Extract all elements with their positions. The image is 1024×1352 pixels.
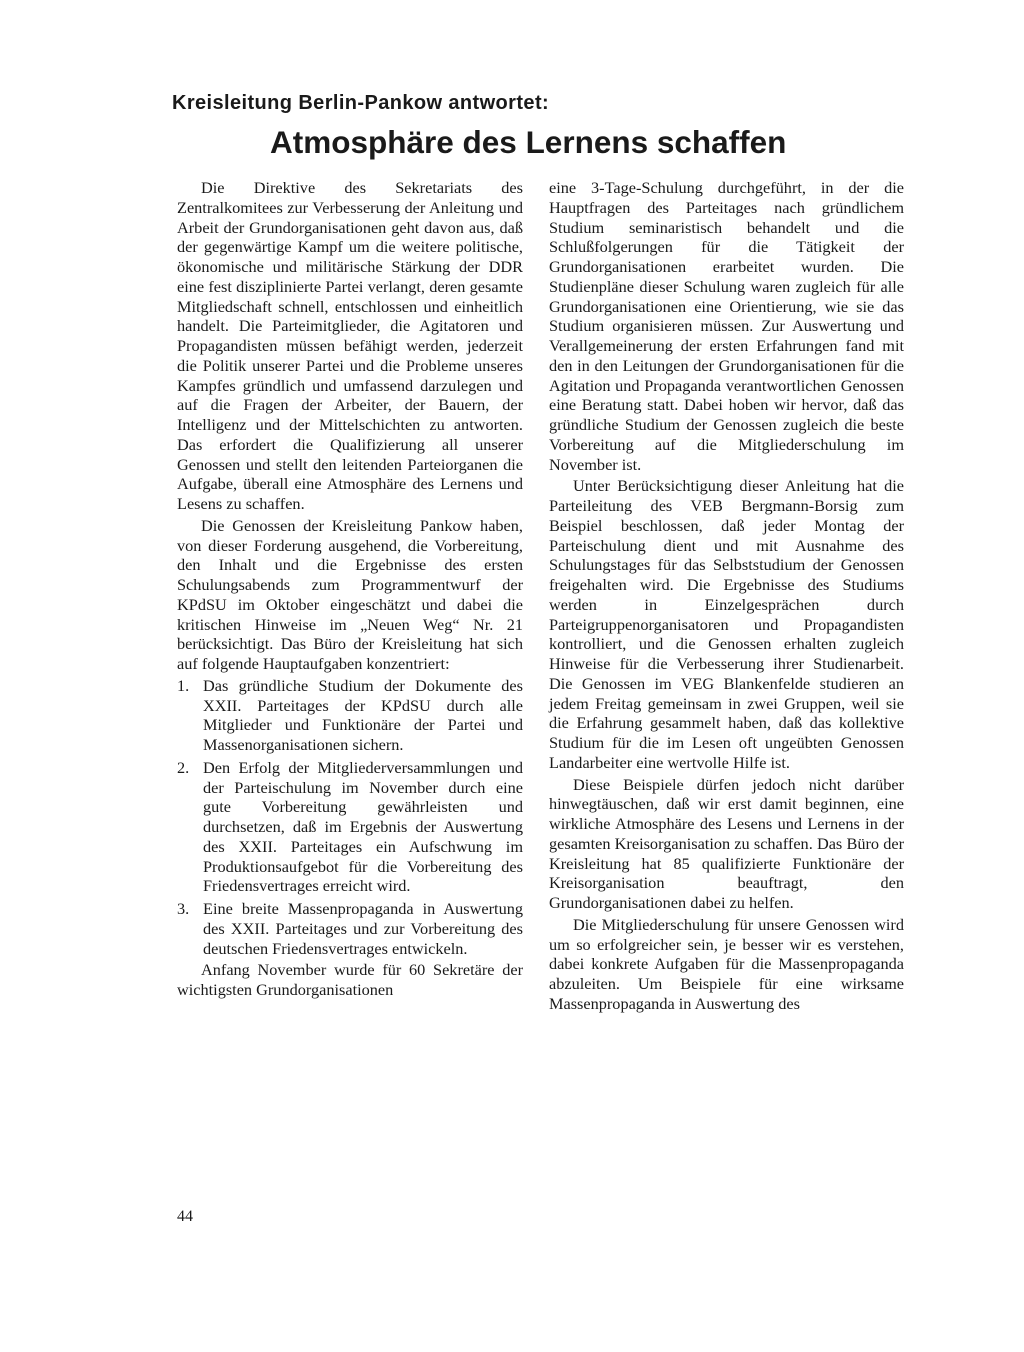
- paragraph: Die Mitgliederschulung für unsere Genossen wird um so erfolgreicher sein, je besser wir es verstehen, dabei konkrete Aufgaben für die Massenpropaganda abzuleiten. Um Beispiele für eine wirksame Massenpropaganda in Auswertung des: [549, 914, 904, 1013]
- list-item: [177, 676, 523, 755]
- paragraph: Unter Berücksichtigung dieser Anleitung hat die Parteileitung des VEB Bergmann-Borsig zum Beispiel beschlossen, daß jeder Montag der Parteischulung dient und mit Ausnahme des Schulungstages für das Selbststudium der Genossen freigehalten wird. Die Ergebnisse des Studiums werden in Einzelgesprächen durch Parteigruppenorganisatoren und Propagandisten kontrolliert, und die Genossen erhalten zugleich Hinweise für die Verbesserung ihrer Studienarbeit. Die Genossen im VEG Blankenfelde studieren an jedem Freitag gemeinsam in zwei Gruppen, weil sie die Erfahrung gesammelt haben, daß das kollektive Studium für die im Lesen oft ungeübten Genossen Landarbeiter eine wertvolle Hilfe ist.: [549, 476, 904, 772]
- page-number: 44: [177, 1208, 193, 1225]
- left-column: [177, 178, 523, 1000]
- paragraph: Anfang November wurde für 60 Sekretäre der wichtigsten Grundorganisationen: [177, 960, 523, 999]
- task-list: [177, 676, 523, 959]
- list-item-text: Den Erfolg der Mitgliederversammlungen und der Parteischulung im November durch eine gute Vorbereitung gewährleisten und durchsetzen, daß im Ergebnis der Auswertung des XXII. Parteitages ein Aufschwung im Produktionsaufgebot für die Vorbereitung des Friedensvertrages erreicht wird.: [203, 757, 523, 896]
- paragraph: eine 3-Tage-Schulung durchgeführt, in der die Hauptfragen des Parteitages nach gründlichem Studium seminaristisch behandelt und die Schlußfolgerungen für die Tätigkeit der Grundorganisationen erarbeitet wurden. Die Studienpläne dieser Schulung waren zugleich für alle Grundorganisationen eine Orientierung, wie sie das Studium organisieren müssen. Zur Auswertung und Verallgemeinerung der ersten Erfahrungen fand mit den in den Leitungen der Grundorganisationen für die Agitation und Propaganda verantwortlichen Genossen eine Beratung statt. Dabei hoben wir hervor, daß das gründliche Studium der Genossen zugleich die beste Vorbereitung auf die Mitgliederschulung im November ist.: [549, 178, 904, 474]
- list-item-number: 2.: [177, 757, 190, 777]
- right-column: [549, 178, 904, 1014]
- list-item-number: 3.: [177, 899, 190, 918]
- list-item-text: Eine breite Massenpropaganda in Auswertung des XXII. Parteitages und zur Vorbereitung des deutschen Friedensvertrages entwickeln.: [203, 899, 523, 958]
- paragraph: Diese Beispiele dürfen jedoch nicht darüber hinwegtäuschen, daß wir erst damit beginnen, eine wirkliche Atmosphäre des Lesens und Lernens in der gesamten Kreisorganisation zu schaffen. Das Büro der Kreisleitung hat 85 qualifizierte Funktionäre der Kreisorganisation beauftragt, den Grundorganisationen dabei zu helfen.: [549, 774, 904, 912]
- paragraph: Die Direktive des Sekretariats des Zentralkomitees zur Verbesserung der Anleitung und Arbeit der Grundorganisationen geht davon aus, daß der gegenwärtige Kampf um die weitere politische, ökonomische und militärische Stärkung der DDR eine fest disziplinierte Partei verlangt, deren gesamte Mitgliedschaft schnell, entschlossen und einheitlich handelt. Die Parteimitglieder, die Agitatoren und Propagandisten müssen befähigt werden, jederzeit die Politik unserer Partei und die Probleme unseres Kampfes gründlich und umfassend darzulegen und auf die Fragen der Arbeiter, der Bauern, der Intelligenz und der Mittelschichten zu antworten. Das erfordert die Qualifizierung all unserer Genossen und stellt den leitenden Parteiorganen die Aufgabe, überall eine Atmosphäre des Lernens und Lesens zu schaffen.: [177, 178, 523, 513]
- list-item: [177, 758, 523, 896]
- list-item: [177, 899, 523, 958]
- list-item-number: 1.: [177, 675, 190, 695]
- list-item-text: Das gründliche Studium der Dokumente des XXII. Parteitages der KPdSU durch alle Mitglieder und Funktionäre der Partei und Massenorganisationen sichern.: [203, 675, 523, 754]
- article-headline: Atmosphäre des Lernens schaffen: [270, 124, 787, 160]
- paragraph: Die Genossen der Kreisleitung Pankow haben, von dieser Forderung ausgehend, die Vorbereitung, den Inhalt und die Ergebnisse des ersten Schulungsabends zum Programmentwurf der KPdSU im Oktober eingeschätzt und dabei die kritischen Hinweise im „Neuen Weg“ Nr. 21 berücksichtigt. Das Büro der Kreisleitung hat sich auf folgende Hauptaufgaben konzentriert:: [177, 515, 523, 673]
- kicker-heading: Kreisleitung Berlin-Pankow antwortet:: [172, 92, 550, 114]
